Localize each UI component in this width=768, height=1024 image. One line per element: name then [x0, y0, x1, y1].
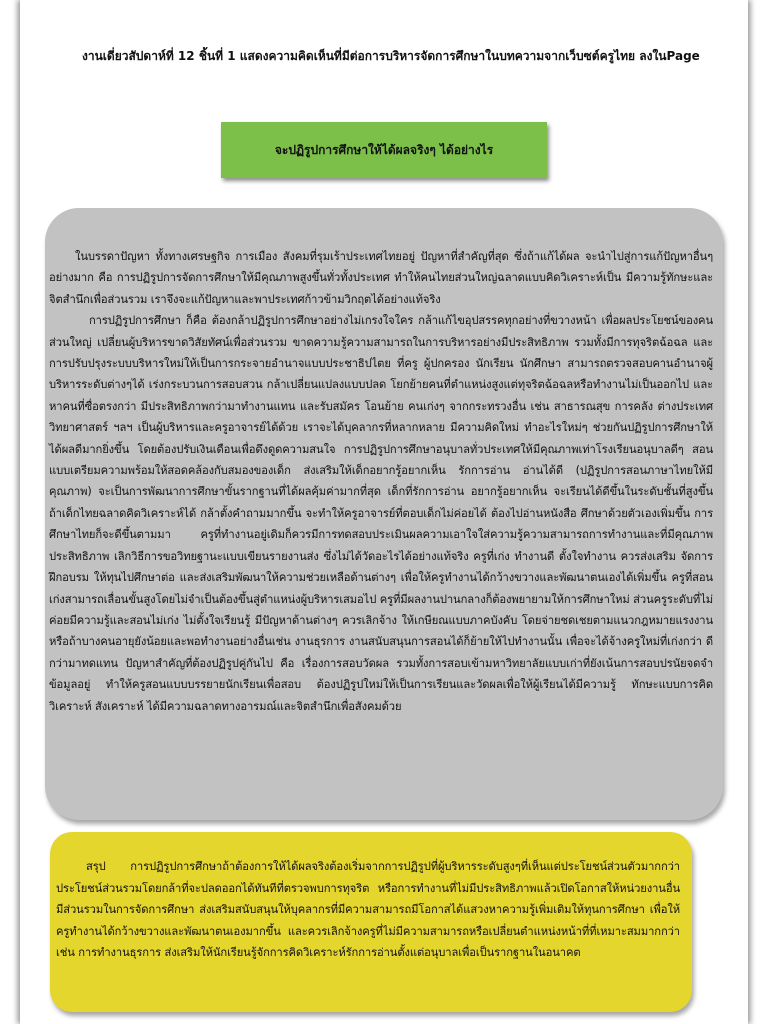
article-body-box	[45, 208, 723, 820]
article-title: จะปฏิรูปการศึกษาให้ได้ผลจริงๆ ได้อย่างไร	[274, 142, 494, 157]
article-paragraph-2: การปฏิรูปการศึกษา ก็คือ ต้องกล้าปฏิรูปการศึกษาอย่างไม่เกรงใจใคร กล้าแก้ไขอุปสรรคทุกอย่างที่ขวางหน้า เพื่อผลประโยชน์ของคนส่วนใหญ่ เปลี่ยนผู้บริหารขาดวิสัยทัศน์เพื่อส่วนรวม ขาดความรู้ความสามารถในการบริหารอย่างมีประสิทธิภาพ รวมทั้งมีการทุจริตฉ้อฉล และการปรับปรุงระบบบริหารใหม่ให้เป็นการกระจายอำนาจแบบประชาธิปไตย ที่ครู ผู้ปกครอง นักเรียน นักศึกษา สามารถตรวจสอบคานอำนาจผู้บริหารระดับต่างๆได้ เร่งกระบวนการสอบสวน กล้าเปลี่ยนแปลงแบบปลด โยกย้ายคนที่ตำแหน่งสูงแต่ทุจริตฉ้อฉลหรือทำงานไม่เป็นออกไป และหาคนที่ซื่อตรงกว่า มีประสิทธิภาพกว่ามาทำงานแทน และรับสมัคร โอนย้าย คนเก่งๆ จากกระทรวงอื่น เช่น สาธารณสุข การคลัง ต่างประเทศ วิทยาศาสตร์ ฯลฯ เป็นผู้บริหารและครูอาจารย์ได้ด้วย เราจะได้บุคลากรที่หลากหลาย มีความคิดใหม่ ทำอะไรใหม่ๆ ช่วยกันปฏิรูปการศึกษาให้ได้ผลดีมากยิ่งขึ้น โดยต้องปรับเงินเดือนเพื่อดึงดูดความสนใจ การปฏิรูปการศึกษาอนุบาลทั่วประเทศให้มีคุณภาพเท่าโรงเรียนอนุบาลดีๆ สอนแบบเตรียมความพร้อมให้สอดคล้องกับสมองของเด็ก ส่งเสริมให้เด็กอยากรู้อยากเห็น รักการอ่าน อ่านได้ดี (ปฏิรูปการสอนภาษาไทยให้มีคุณภาพ) จะเป็นการพัฒนาการศึกษาขั้นรากฐานที่ได้ผลคุ้มค่ามากที่สุด เด็กที่รักการอ่าน อยากรู้อยากเห็น จะเรียนได้ดีขึ้นในระดับชั้นที่สูงขึ้น ถ้าเด็กไทยฉลาดคิดวิเคราะห์ได้ กล้าตั้งคำถามมากขึ้น จะทำให้ครูอาจารย์ที่ตอบเด็กไม่ค่อยได้ ต้องไปอ่านหนังสือ ศึกษาด้วยตัวเองเพิ่มขึ้น การศึกษาไทยก็จะดีขึ้นตามมา ครูที่ทำงานอยู่เดิมก็ควรมีการทดสอบประเมินผลความเอาใจใส่ความรู้ความสามารถการทำงานและที่มีคุณภาพประสิทธิภาพ เลิกวิธีการขอวิทยฐานะแบบเขียนรายงานส่ง ซึ่งไม่ได้วัดอะไรได้อย่างแท้จริง ครูที่เก่ง ทำงานดี ตั้งใจทำงาน ควรส่งเสริม จัดการฝึกอบรม ให้ทุนไปศึกษาต่อ และส่งเสริมพัฒนาให้ความช่วยเหลือด้านต่างๆ เพื่อให้ครูทำงานได้กว้างขวางและพัฒนาตนเองได้เพิ่มขึ้น ครูที่สอนเก่งสามารถเลื่อนขั้นสูงโดยไม่จำเป็นต้องขึ้นสู่ตำแหน่งผู้บริหารเสมอไป ครูที่มีผลงานปานกลางก็ต้องพยายามให้การศึกษาใหม่ ส่วนครูระดับที่ไม่ค่อยมีความรู้และสอนไม่เก่ง ไม่ตั้งใจเรียนรู้ มีปัญหาด้านต่างๆ ควรเลิกจ้าง ให้เกษียณแบบภาคบังคับ โดยจ่ายชดเชยตามแนวกฎหมายแรงงาน หรือถ้าบางคนอายุยังน้อยและพอทำงานอย่างอื่นเช่น งานธุรการ งานสนับสนุนการสอนได้ก็ย้ายให้ไปทำงานนั้น เพื่อจะได้จ้างครูใหม่ที่เก่งกว่า ดีกว่ามาทดแทน ปัญหาสำคัญที่ต้องปฏิรูปคู่กันไป คือ เรื่องการสอบวัดผล รวมทั้งการสอบเข้ามหาวิทยาลัยแบบเก่าที่ยังเน้นการสอบปรนัยจดจำข้อมูลอยู่ ทำให้ครูสอนแบบบรรยายนักเรียนเพื่อสอบ ต้องปฏิรูปใหม่ให้เป็นการเรียนและวัดผลเพื่อให้ผู้เรียนได้มีความรู้ ทักษะแบบการคิดวิเคราะห์ สังเคราะห์ ได้มีความฉลาดทางอารมณ์และจิตสำนึกเพื่อสังคมด้วย	[49, 314, 713, 713]
article-title-banner	[221, 122, 547, 178]
assignment-title: งานเดี่ยวสัปดาห์ที่ 12 ชิ้นที่ 1 แสดงความคิดเห็นที่มีต่อการบริหารจัดการศึกษาในบทความจากเว็บซต์ครูไทย ลงในPage	[82, 49, 700, 63]
document-page	[20, 0, 748, 1024]
summary-box	[50, 832, 692, 1012]
summary-text: สรุป การปฏิรูปการศึกษาถ้าต้องการให้ได้ผลจริงต้องเริ่มจากการปฏิรูปที่ผู้บริหารระดับสูงๆที่เห็นแต่ประโยชน์ส่วนตัวมากกว่าประโยชน์ส่วนรวมโดยกล้าที่จะปลดออกได้ทันทีที่ตรวจพบการทุจริต หรือการทำงานที่ไม่มีประสิทธิภาพแล้วเปิดโอกาสให้หน่วยงานอื่นมีส่วนรวมในการจัดการศึกษา ส่งเสริมสนับสนุนให้บุคลากรที่มีความสามารถมีโอกาสได้แสวงหาความรู้เพิ่มเติมให้ทุนการศึกษา เพื่อให้ครูทำงานได้กว้างขวางและพัฒนาตนเองมากขึ้น และควรเลิกจ้างครูที่ไม่มีความสามารถหรือเปลี่ยนตำแหน่งหน้าที่ที่เหมาะสมมากกว่า เช่น การทำงานธุรการ ส่งเสริมให้นักเรียนรู้จักการคิดวิเคราะห์รักการอ่านตั้งแต่อนุบาลเพื่อเป็นรากฐานในอนาคต	[56, 860, 680, 959]
article-paragraph-1: ในบรรดาปัญหา ทั้งทางเศรษฐกิจ การเมือง สังคมที่รุมเร้าประเทศไทยอยู่ ปัญหาที่สำคัญที่สุด ซึ่งถ้าแก้ได้ผล จะนำไปสู่การแก้ปัญหาอื่นๆ อย่างมาก คือ การปฏิรูปการจัดการศึกษาให้มีคุณภาพสูงขึ้นทั่วทั้งประเทศ ทำให้คนไทยส่วนใหญ่ฉลาดแบบคิดวิเคราะห์เป็น มีความรู้ทักษะและจิตสำนึกเพื่อส่วนรวม เราจึงจะแก้ปัญหาและพาประเทศก้าวข้ามวิกฤตได้อย่างแท้จริง	[49, 250, 713, 306]
